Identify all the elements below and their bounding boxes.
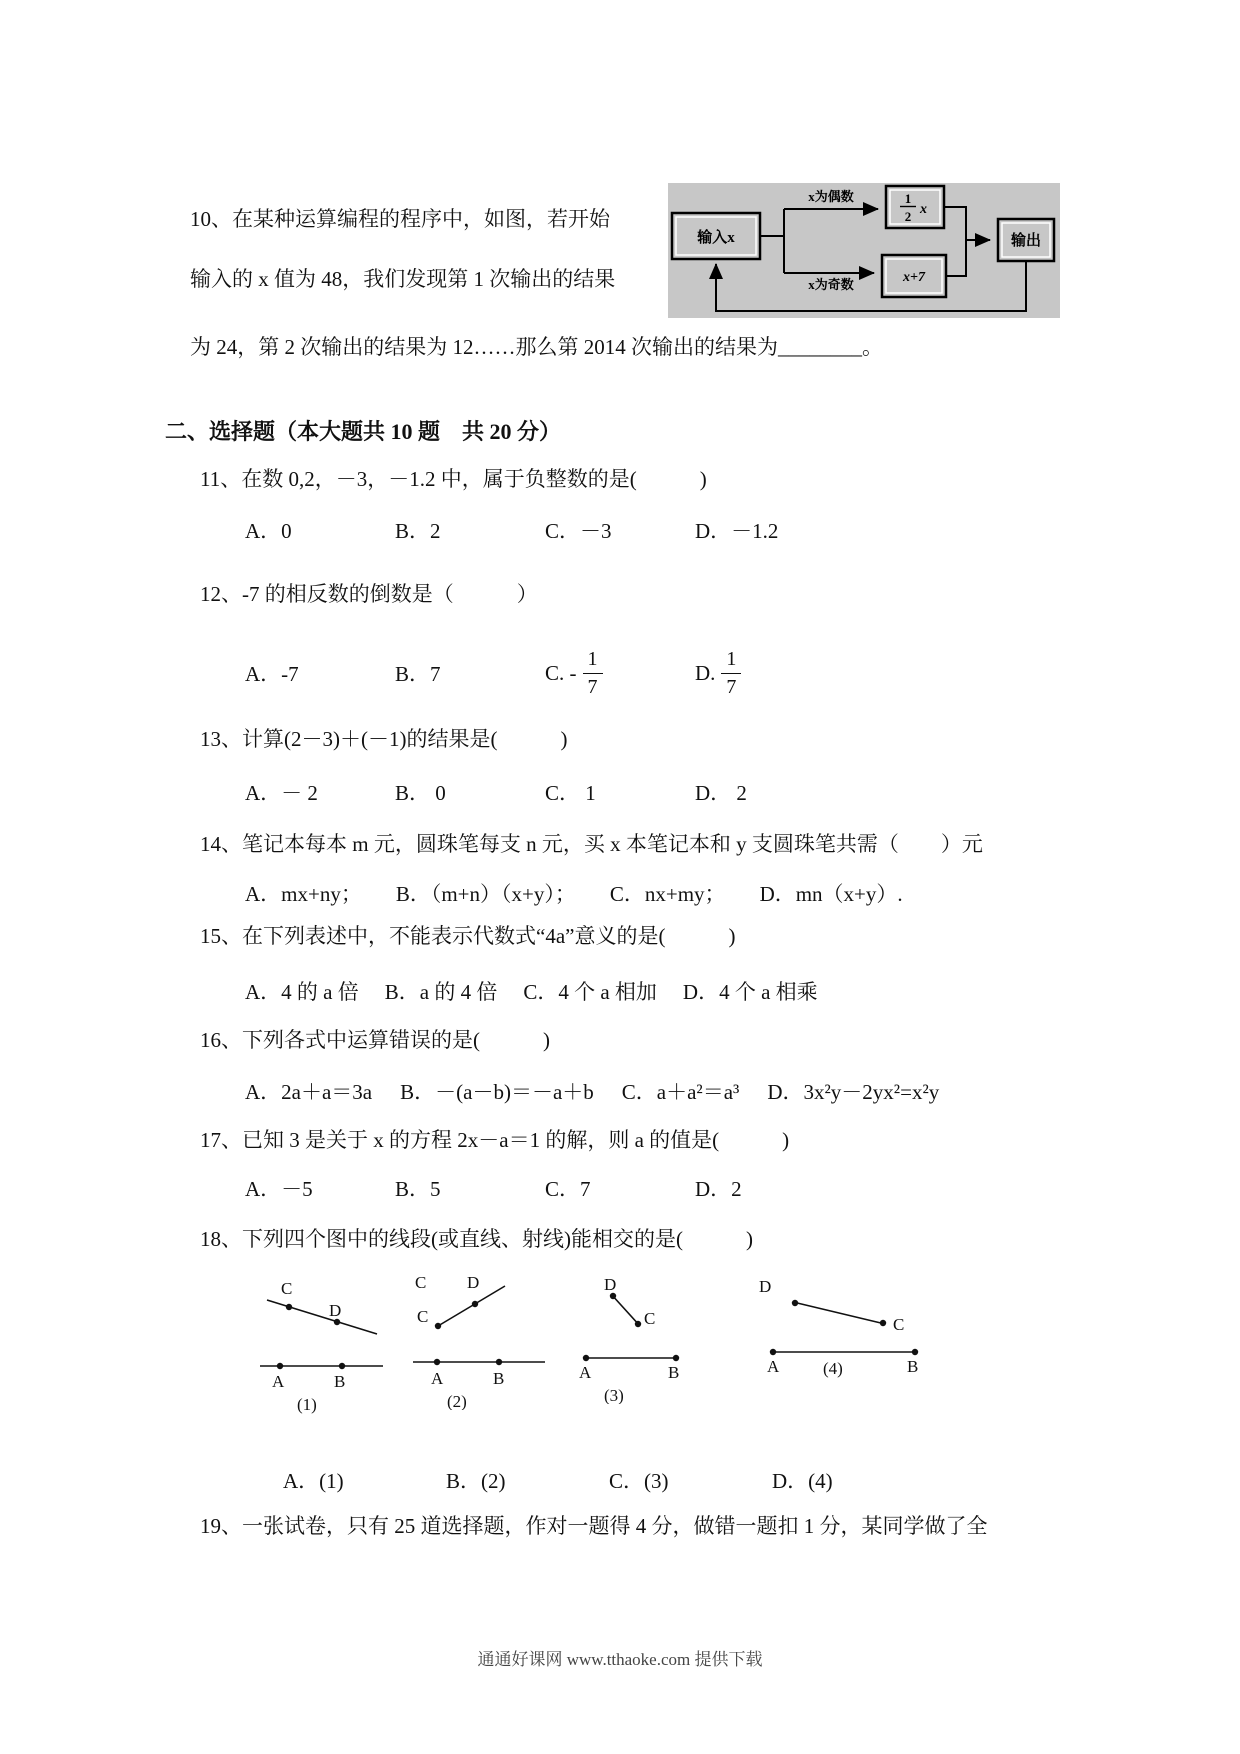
option-c-prefix: C. -	[545, 660, 577, 685]
option-b: B．（m+n）（x+y）；	[395, 882, 576, 906]
point-label: C	[644, 1309, 656, 1328]
option-d: D．mn（x+y）.	[759, 882, 903, 906]
point-dot	[496, 1359, 502, 1365]
figure-svg	[578, 1274, 690, 1404]
question-17-stem: 17、已知 3 是关于 x 的方程 2x－a＝1 的解，则 a 的值是( )	[200, 1128, 790, 1152]
point-dot	[792, 1300, 798, 1306]
option-b: B．2	[395, 519, 441, 543]
page-footer	[0, 1645, 1240, 1670]
question-15-options	[245, 976, 1130, 1006]
option-c	[545, 649, 695, 698]
fraction-denominator: 7	[726, 675, 737, 698]
option-a: A．－ 2	[245, 781, 318, 805]
option-a: A．(1)	[283, 1469, 344, 1493]
point-dot	[434, 1359, 440, 1365]
question-13-options	[245, 777, 1130, 807]
question-17-options	[245, 1173, 1130, 1203]
question-13-stem: 13、计算(2－3)＋(－1)的结果是( )	[200, 727, 568, 751]
point-dot	[635, 1321, 641, 1327]
point-label: D	[604, 1275, 617, 1294]
figure-svg	[413, 1274, 553, 1410]
option-d	[695, 649, 741, 698]
fraction-numerator: 1	[583, 649, 603, 674]
point-label: D	[467, 1274, 480, 1292]
option-c: C．－3	[545, 519, 612, 543]
point-label: (2)	[447, 1392, 467, 1410]
question-10-line2: 输入的 x 值为 48，我们发现第 1 次输出的结果	[190, 267, 616, 291]
question-10	[150, 189, 1130, 361]
output-box-label: 输出	[1010, 233, 1042, 249]
point-label: C	[415, 1274, 427, 1292]
odd-branch-label: x为奇数	[808, 277, 854, 292]
output-box	[998, 219, 1054, 261]
question-18-options	[283, 1465, 1130, 1495]
option-d: D．(4)	[772, 1469, 833, 1493]
input-box	[672, 213, 760, 259]
footer-text: 通通好课网 www.tthaoke.com 提供下载	[477, 1650, 763, 1669]
option-c: C．(3)	[609, 1469, 669, 1493]
odd-rule-label: x+7	[903, 270, 925, 285]
point-dot	[472, 1301, 478, 1307]
point-label: A	[431, 1369, 444, 1388]
option-b: B． 0	[395, 781, 446, 805]
point-dot	[435, 1323, 441, 1329]
even-rule-box	[886, 186, 944, 228]
point-label: C	[893, 1315, 905, 1334]
figure-svg	[255, 1274, 403, 1414]
option-d: D．－1.2	[695, 519, 779, 543]
question-12-stem: 12、-7 的相反数的倒数是（ ）	[200, 582, 538, 606]
option-d: D．3x²y－2yx²=x²y	[767, 1080, 940, 1104]
point-dot	[583, 1355, 589, 1361]
point-dot	[880, 1320, 886, 1326]
point-dot	[339, 1363, 345, 1369]
point-dot	[912, 1349, 918, 1355]
point-dot	[277, 1363, 283, 1369]
option-a: A．4 的 a 倍	[245, 980, 359, 1004]
option-a: A．2a＋a＝3a	[245, 1080, 373, 1104]
figure-1	[255, 1274, 403, 1420]
flowchart-svg	[668, 183, 1060, 318]
point-label: (3)	[604, 1386, 624, 1404]
figure-2	[413, 1274, 553, 1416]
option-b: B．5	[395, 1177, 441, 1201]
option-c: C． 1	[545, 781, 596, 805]
question-14-options	[245, 878, 1130, 908]
input-box-label: 输入x	[697, 230, 735, 246]
point-label: C	[281, 1279, 293, 1298]
question-18-stem: 18、下列四个图中的线段(或直线、射线)能相交的是( )	[200, 1227, 753, 1251]
point-label: B	[907, 1357, 919, 1376]
point-dot	[286, 1304, 292, 1310]
question-18-figures	[255, 1274, 1130, 1420]
option-a: A．-7	[245, 662, 299, 686]
question-14-stem: 14、笔记本每本 m 元，圆珠笔每支 n 元，买 x 本笔记本和 y 支圆珠笔共需（ ）元	[200, 832, 983, 856]
point-label: B	[668, 1363, 680, 1382]
option-c: C．nx+my；	[609, 882, 726, 906]
point-label: A	[579, 1363, 592, 1382]
point-label: B	[334, 1372, 346, 1391]
option-d-prefix: D.	[695, 660, 716, 685]
point-label: C	[417, 1307, 429, 1326]
question-12-options	[245, 642, 1130, 704]
question-11-options	[245, 515, 1130, 545]
option-a: A．0	[245, 519, 292, 543]
option-a: A．－5	[245, 1177, 313, 1201]
figure-3	[578, 1274, 690, 1410]
flowchart-diagram	[668, 183, 1060, 318]
fraction-one-seventh	[721, 649, 741, 698]
even-rule-denominator: 2	[904, 209, 912, 224]
option-d: D．2	[695, 1177, 742, 1201]
fraction-denominator: 7	[587, 675, 598, 698]
question-10-line3: 为 24，第 2 次输出的结果为 12……那么第 2014 次输出的结果为________。	[190, 335, 883, 359]
option-c: C．4 个 a 相加	[523, 980, 657, 1004]
point-label: D	[759, 1277, 772, 1296]
question-10-line1: 10、在某种运算编程的程序中，如图，若开始	[190, 207, 610, 231]
point-label: (1)	[297, 1395, 317, 1414]
point-label: A	[767, 1357, 780, 1376]
even-branch-label: x为偶数	[808, 189, 854, 204]
fraction-negative-one-seventh	[583, 649, 603, 698]
even-rule-numerator: 1	[904, 191, 912, 206]
question-16-options	[245, 1076, 1130, 1106]
option-a: A．mx+ny；	[245, 882, 362, 906]
option-b: B．(2)	[446, 1469, 506, 1493]
question-19-line1: 19、一张试卷，只有 25 道选择题，作对一题得 4 分，做错一题扣 1 分，某同学做了全	[200, 1514, 988, 1538]
fraction-numerator: 1	[721, 649, 741, 674]
question-16-stem: 16、下列各式中运算错误的是( )	[200, 1028, 550, 1052]
figure-svg	[735, 1274, 930, 1386]
section-heading: 二、选择题（本大题共 10 题 共 20 分）	[165, 419, 562, 444]
option-b: B．7	[395, 662, 441, 686]
option-c: C．7	[545, 1177, 591, 1201]
point-label: D	[329, 1301, 342, 1320]
point-dot	[770, 1349, 776, 1355]
question-11-stem: 11、在数 0,2，－3，－1.2 中，属于负整数的是( )	[200, 467, 707, 491]
option-b: B．a 的 4 倍	[384, 980, 498, 1004]
point-label: B	[493, 1369, 505, 1388]
point-label: (4)	[823, 1359, 843, 1378]
option-d: D． 2	[695, 781, 747, 805]
question-15-stem: 15、在下列表述中，不能表示代数式“4a”意义的是( )	[200, 924, 736, 948]
figure-4	[735, 1274, 930, 1392]
option-d: D．4 个 a 相乘	[682, 980, 818, 1004]
odd-rule-box	[882, 255, 946, 297]
even-rule-variable: x	[920, 202, 927, 217]
point-dot	[673, 1355, 679, 1361]
option-c: C．a＋a²＝a³	[621, 1080, 740, 1104]
point-label: A	[272, 1372, 285, 1391]
option-b: B．－(a－b)＝－a＋b	[400, 1080, 594, 1104]
